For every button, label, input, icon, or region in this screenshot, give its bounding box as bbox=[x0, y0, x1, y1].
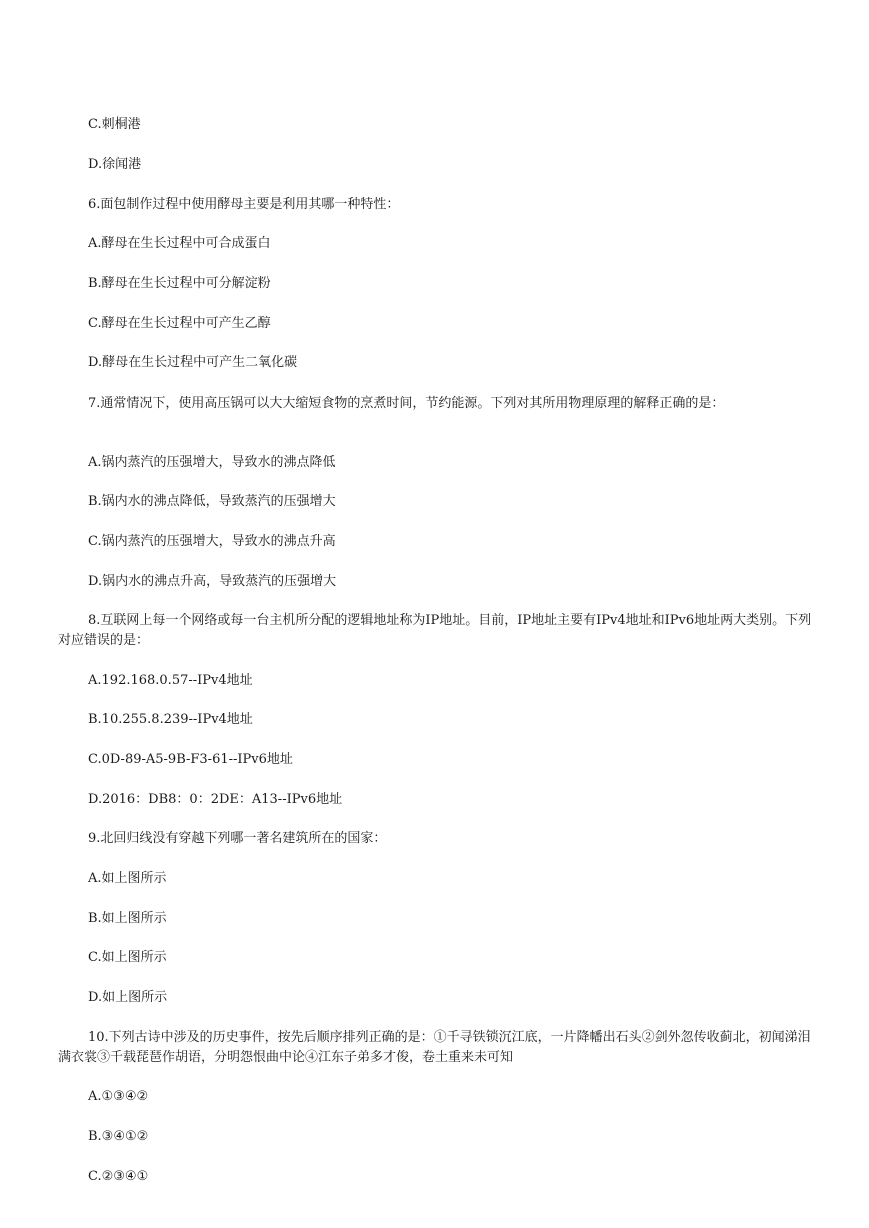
option-6b: B.酵母在生长过程中可分解淀粉 bbox=[88, 276, 271, 291]
option-9d: D.如上图所示 bbox=[88, 990, 168, 1005]
option-8a: A.192.168.0.57--IPv4地址 bbox=[88, 673, 253, 688]
option-8d: D.2016：DB8：0：2DE：A13--IPv6地址 bbox=[88, 792, 343, 807]
option-9a: A.如上图所示 bbox=[88, 871, 167, 886]
option-10b: B.③④①② bbox=[88, 1129, 149, 1144]
question-8: 8.互联网上每一个网络或每一台主机所分配的逻辑地址称为IP地址。目前，IP地址主要有IPv4地址和IPv6地址两大类别。下列对应错误的是： bbox=[58, 613, 812, 648]
option-5c: C.刺桐港 bbox=[88, 117, 141, 132]
question-7: 7.通常情况下，使用高压锅可以大大缩短食物的烹煮时间，节约能源。下列对其所用物理原理的解释正确的是： bbox=[88, 396, 725, 411]
option-6a: A.酵母在生长过程中可合成蛋白 bbox=[88, 236, 271, 251]
option-6c: C.酵母在生长过程中可产生乙醇 bbox=[88, 316, 271, 331]
option-7b: B.锅内水的沸点降低，导致蒸汽的压强增大 bbox=[88, 494, 336, 509]
question-10: 10.下列古诗中涉及的历史事件，按先后顺序排列正确的是：①千寻铁锁沉江底，一片降幡出石头②剑外忽传收蓟北，初闻涕泪满衣裳③千载琵琶作胡语，分明怨恨曲中论④江东子弟多才俊，卷土重来未可知 bbox=[58, 1030, 811, 1065]
option-9b: B.如上图所示 bbox=[88, 911, 167, 926]
option-10c: C.②③④① bbox=[88, 1169, 149, 1184]
option-8b: B.10.255.8.239--IPv4地址 bbox=[88, 712, 253, 727]
question-9: 9.北回归线没有穿越下列哪一著名建筑所在的国家： bbox=[88, 831, 387, 846]
option-8c: C.0D-89-A5-9B-F3-61--IPv6地址 bbox=[88, 752, 293, 767]
option-9c: C.如上图所示 bbox=[88, 950, 167, 965]
option-7d: D.锅内水的沸点升高，导致蒸汽的压强增大 bbox=[88, 574, 337, 589]
option-5d: D.徐闻港 bbox=[88, 157, 142, 172]
option-7a: A.锅内蒸汽的压强增大，导致水的沸点降低 bbox=[88, 455, 336, 470]
option-6d: D.酵母在生长过程中可产生二氧化碳 bbox=[88, 355, 298, 370]
option-10a: A.①③④② bbox=[88, 1089, 149, 1104]
option-7c: C.锅内蒸汽的压强增大，导致水的沸点升高 bbox=[88, 534, 336, 549]
question-6: 6.面包制作过程中使用酵母主要是利用其哪一种特性： bbox=[88, 197, 400, 212]
